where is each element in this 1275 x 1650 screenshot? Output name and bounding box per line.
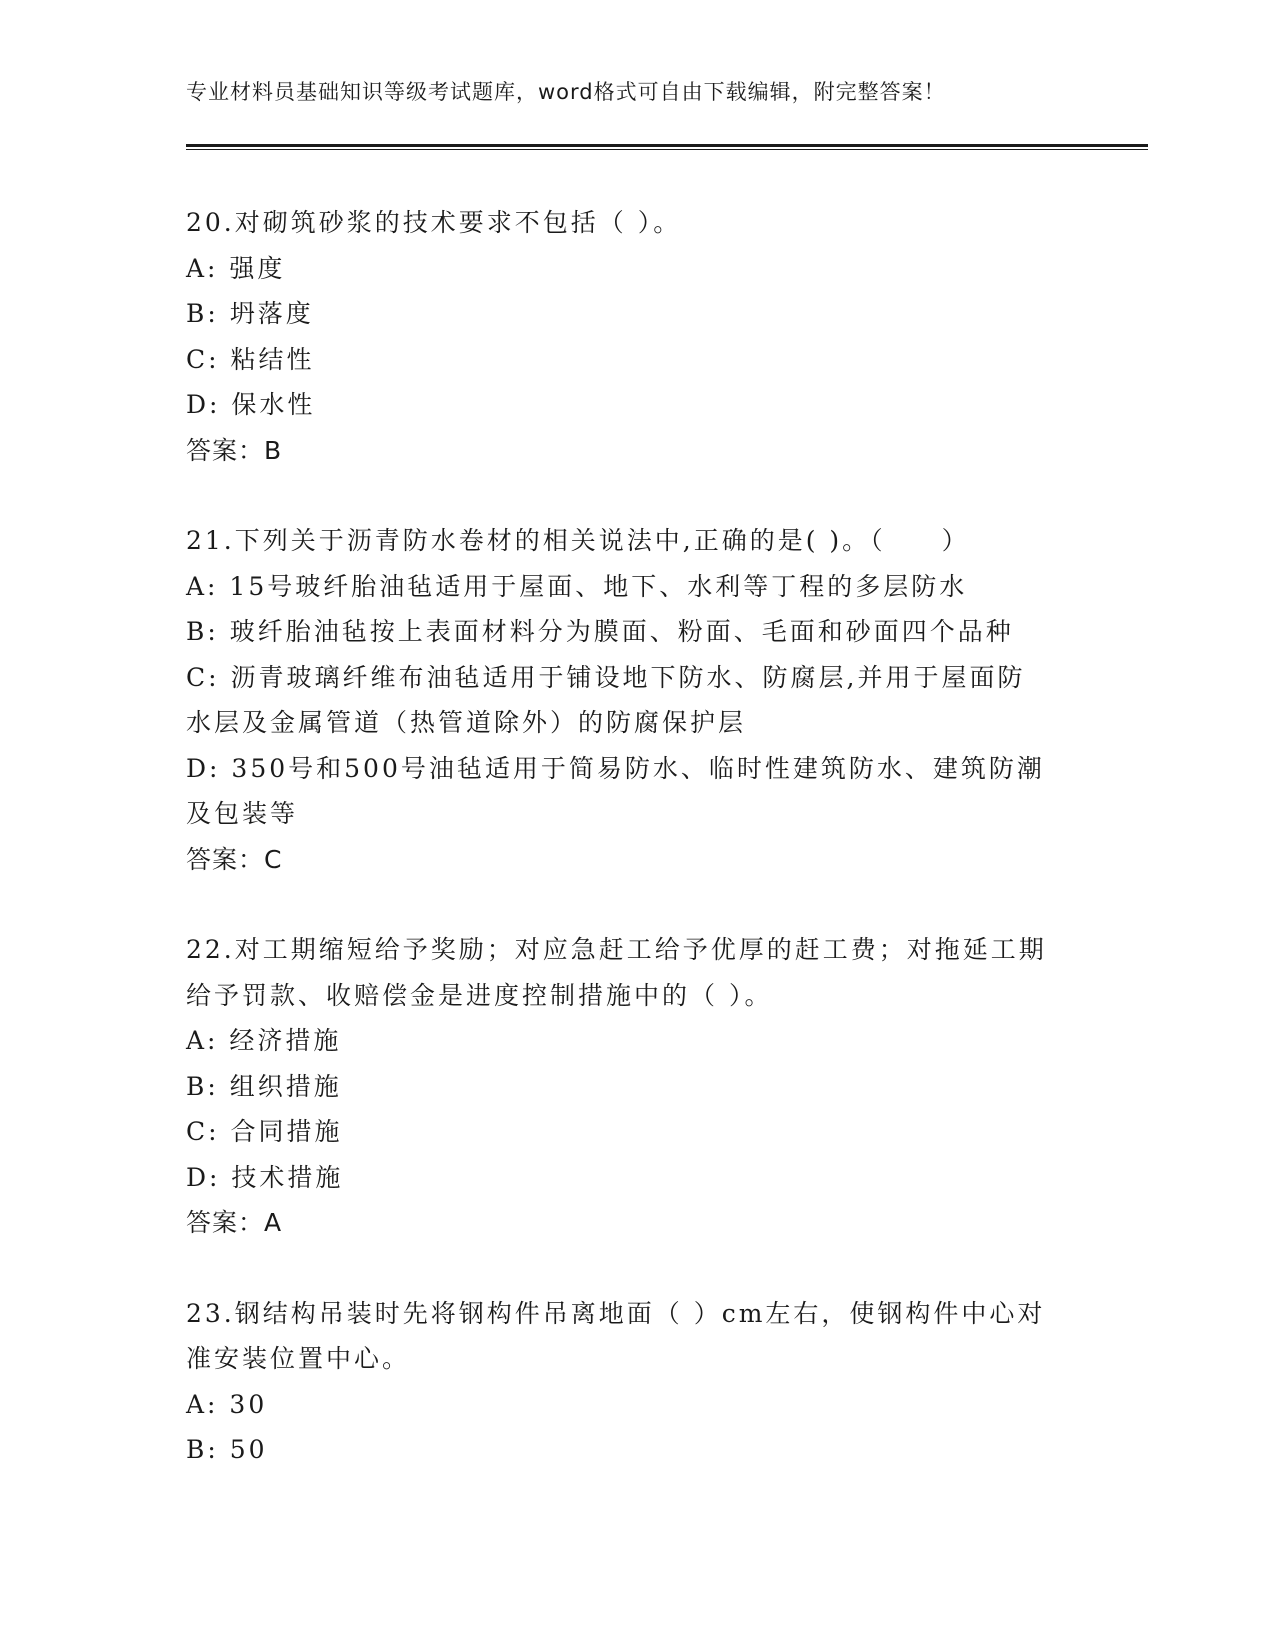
question-23 (186, 1291, 1086, 1473)
question-stem-continued: 给予罚款、收赔偿金是进度控制措施中的（ ）。 (186, 980, 773, 1010)
option-a: A: 15号玻纤胎油毡适用于屋面、地下、水利等丁程的多层防水 (186, 571, 968, 601)
option-c: C: 合同措施 (186, 1117, 343, 1146)
option-d: D: 350号和500号油毡适用于简易防水、临时性建筑防水、建筑防潮 (186, 753, 1045, 783)
option-d: D: 保水性 (186, 390, 316, 419)
page-header: 专业材料员基础知识等级考试题库，word格式可自由下载编辑，附完整答案！ (186, 80, 946, 104)
header-divider (186, 144, 1148, 150)
question-21 (186, 518, 1086, 882)
question-stem: 22.对工期缩短给予奖励；对应急赶工给予优厚的赶工费；对拖延工期 (186, 935, 1047, 964)
option-b: B: 玻纤胎油毡按上表面材料分为膜面、粉面、毛面和砂面四个品种 (186, 617, 1014, 646)
answer-line: 答案：C (186, 844, 283, 874)
option-a: A: 30 (186, 1389, 268, 1419)
option-b: B: 坍落度 (186, 299, 314, 328)
option-d-continued: 及包装等 (186, 799, 299, 828)
question-stem: 21.下列关于沥青防水卷材的相关说法中,正确的是( )。（ ） (186, 526, 970, 555)
option-c: C: 粘结性 (186, 344, 315, 374)
question-stem-continued: 准安装位置中心。 (186, 1344, 411, 1373)
option-b: B: 50 (186, 1435, 268, 1464)
option-b: B: 组织措施 (186, 1071, 342, 1101)
answer-line: 答案：B (186, 435, 283, 465)
question-stem: 23.钢结构吊装时先将钢构件吊离地面（ ）cm左右，使钢构件中心对 (186, 1298, 1046, 1328)
option-a: A: 经济措施 (186, 1026, 342, 1055)
answer-line: 答案：A (186, 1208, 283, 1237)
option-d: D: 技术措施 (186, 1162, 344, 1192)
question-22 (186, 927, 1086, 1246)
question-20 (186, 200, 1086, 473)
option-c: C: 沥青玻璃纤维布油毡适用于铺设地下防水、防腐层,并用于屋面防 (186, 662, 1026, 692)
question-list (186, 200, 1086, 1518)
option-a: A: 强度 (186, 253, 286, 283)
question-stem: 20.对砌筑砂浆的技术要求不包括（ ）。 (186, 208, 682, 237)
option-c-continued: 水层及金属管道（热管道除外）的防腐保护层 (186, 708, 747, 737)
